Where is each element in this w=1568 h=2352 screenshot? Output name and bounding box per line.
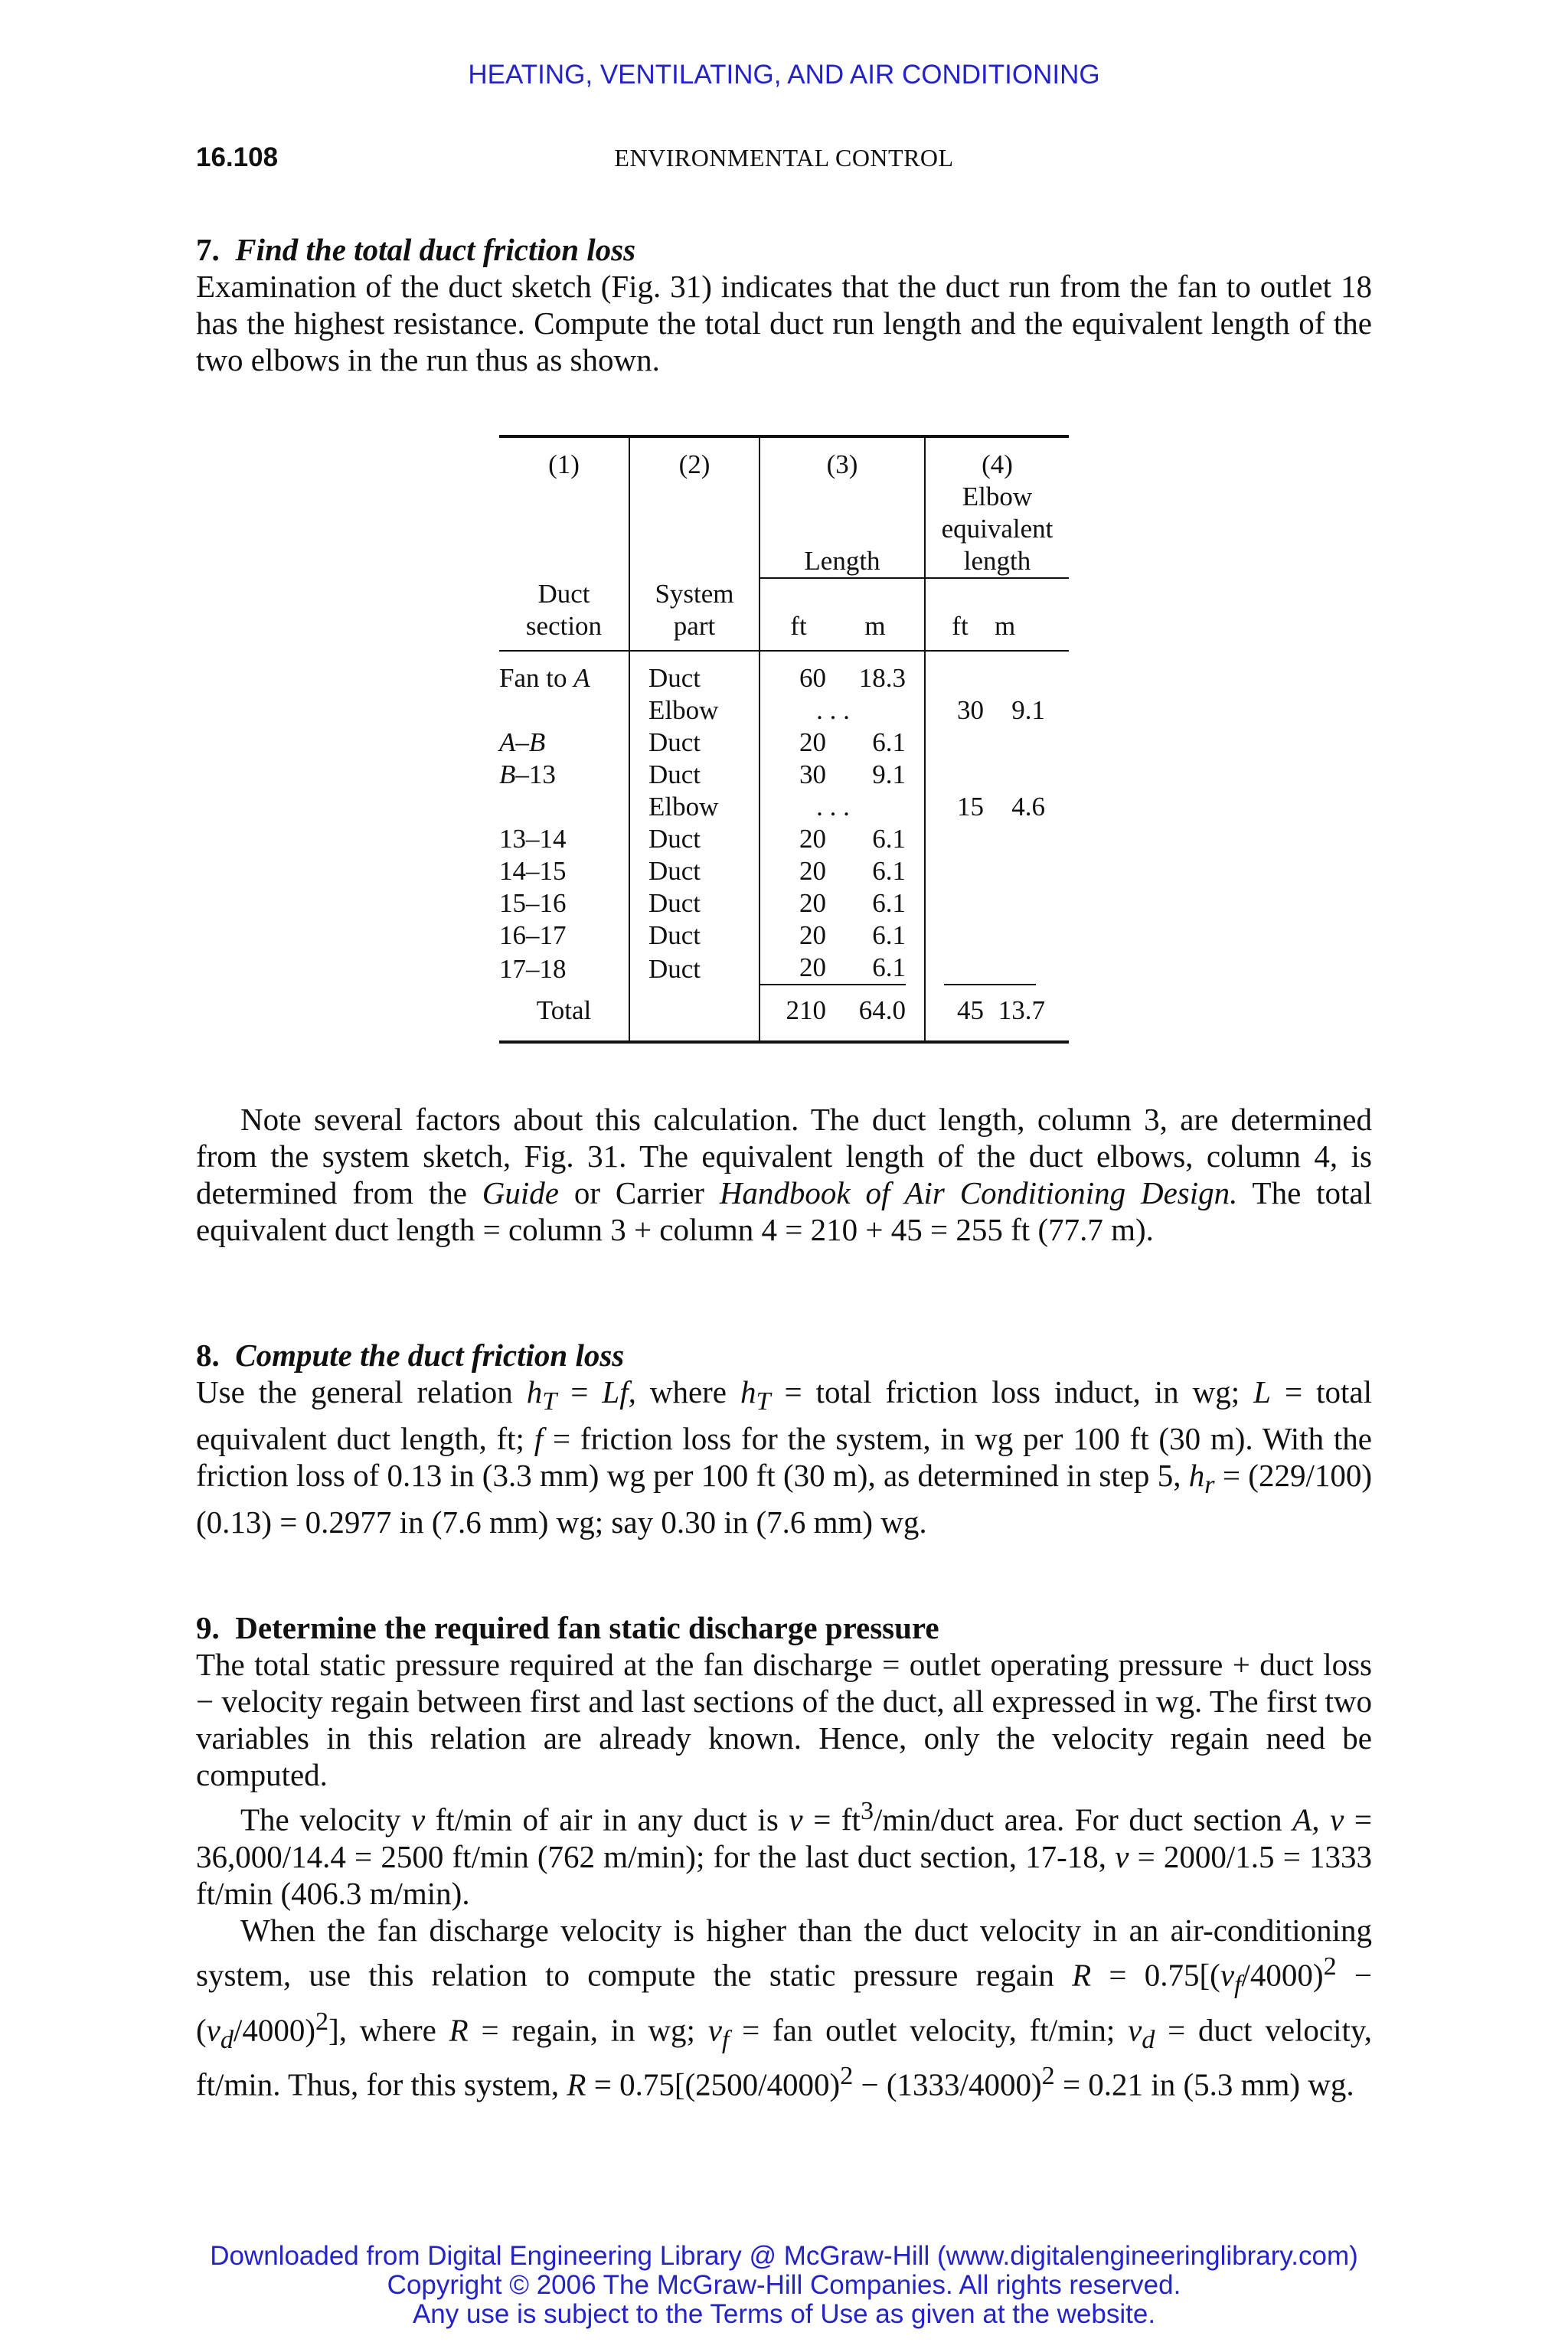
table-total-row	[499, 988, 1069, 1042]
symbol-subscript: T	[756, 1387, 771, 1416]
unit-m: m	[995, 611, 1016, 641]
note-text: Note several factors about this calculation. The duct length, column 3, are determined from the system sketch, Fig. 31. The equivalent length of the duct elbows, column 4, is determined from the	[196, 1102, 1372, 1210]
cell-section: 14–15	[499, 855, 629, 887]
unit-ft: ft	[790, 611, 807, 641]
step-7-number: 7.	[196, 232, 220, 267]
total-eq-m: 13.7	[998, 995, 1045, 1025]
length-m: 6.1	[872, 888, 906, 918]
symbol-h: h	[740, 1374, 756, 1410]
step-9-text: When the fan discharge velocity is higher than the duct velocity in an air-conditioning system, use this relation to compute the static pressure regain	[196, 1912, 1372, 1993]
symbol-v: v	[410, 1802, 426, 1838]
step-7-heading	[196, 231, 1372, 268]
table-body	[499, 651, 1069, 988]
col3-header: Length	[760, 481, 925, 578]
step-8-title: Compute the duct friction loss	[235, 1338, 625, 1373]
step-7-body: Examination of the duct sketch (Fig. 31) indicates that the duct run from the fan to outlet 18 has the highest resistance. Compute the total duct run length and the equivalent length of the two elbows in the run thus as shown.	[196, 269, 1372, 377]
cell-eq-length	[925, 920, 1069, 952]
col4-units	[925, 578, 1069, 651]
cell-part: Duct	[629, 952, 760, 988]
table-row	[499, 887, 1069, 920]
cell-length	[760, 694, 925, 727]
symbol-subscript: r	[1204, 1471, 1215, 1500]
cell-part: Duct	[629, 759, 760, 791]
handbook-title: Handbook of Air Conditioning Design.	[719, 1175, 1238, 1210]
cell-length	[760, 727, 925, 759]
cell-section: 17–18	[499, 952, 629, 988]
step-9-text: = fan outlet velocity, ft/min;	[729, 2012, 1129, 2048]
length-ft: 20	[799, 856, 826, 886]
step-9-text: ], where	[328, 2012, 449, 2048]
length-ft: 20	[799, 888, 826, 918]
length-m: 6.1	[872, 920, 906, 950]
subtotal-rule	[944, 984, 1036, 985]
step-9-text: = 0.75[(2500/4000)	[586, 2067, 841, 2102]
cell-length	[760, 952, 925, 988]
symbol-a: A,	[1292, 1802, 1320, 1838]
step-9-paragraph-3	[196, 1912, 1372, 2103]
length-ft: 20	[799, 920, 826, 950]
col2-number: (2)	[629, 436, 760, 481]
guide-title: Guide	[482, 1175, 559, 1210]
step-9-text: /4000)	[233, 2012, 315, 2048]
symbol-v: v	[1128, 2012, 1142, 2048]
cell-part: Duct	[629, 823, 760, 855]
cell-section: 13–14	[499, 823, 629, 855]
table-row	[499, 694, 1069, 727]
col3-units	[760, 578, 925, 651]
eq-length-ft: 15	[957, 792, 984, 822]
col1-header	[499, 578, 629, 651]
note-section	[196, 1101, 1372, 1248]
step-9-paragraph-2	[196, 1793, 1372, 1912]
total-len-m: 64.0	[858, 995, 906, 1025]
length-ft: 30	[799, 760, 826, 789]
length-m: 18.3	[858, 663, 906, 693]
length-ft: . . .	[816, 695, 850, 725]
col4-header	[925, 481, 1069, 578]
cell-length	[760, 887, 925, 920]
note-paragraph	[196, 1101, 1372, 1248]
cell-eq-length	[925, 727, 1069, 759]
symbol-v: v	[1115, 1838, 1129, 1874]
running-title: ENVIRONMENTAL CONTROL	[614, 144, 954, 172]
cell-eq-length	[925, 823, 1069, 855]
note-text: The total equivalent duct length = column 3 + column 4 = 210 + 45 = 255 ft (77.7 m).	[196, 1175, 1372, 1247]
cell-eq-length	[925, 791, 1069, 823]
col2-header-line: System	[655, 579, 734, 609]
cell-section: 16–17	[499, 920, 629, 952]
length-ft: 20	[799, 727, 826, 757]
col4-header-line: equivalent	[941, 514, 1054, 544]
running-head	[196, 142, 1372, 176]
table-header-row-numbers	[499, 436, 1069, 481]
step-9-paragraph-1: The total static pressure required at the fan discharge = outlet operating pressure + duct loss − velocity regain between first and last sections of the duct, all expressed in wg. The first two variables in this relation are already known. Hence, only the velocity regain need be computed.	[196, 1647, 1372, 1792]
symbol-v: v	[1220, 1957, 1235, 1993]
cell-length	[760, 823, 925, 855]
symbol-f: f	[534, 1421, 544, 1457]
table-header-row-titles	[499, 481, 1069, 578]
step-8-text: = friction loss for the system, in wg per 100 ft (30 m). With the friction loss of 0.13 in (3.3 mm) wg per 100 ft (30 m), as determined in step 5,	[196, 1421, 1372, 1494]
col4-header-line: Elbow	[962, 482, 1033, 511]
step-9-text: The velocity	[240, 1802, 411, 1838]
top-banner: HEATING, VENTILATING, AND AIR CONDITIONING	[468, 60, 1100, 90]
col4-number: (4)	[925, 436, 1069, 481]
footer-terms-line: Any use is subject to the Terms of Use as given at the website.	[412, 2299, 1156, 2329]
cell-length	[760, 759, 925, 791]
eq-length-ft: 30	[957, 695, 984, 725]
step-9-title: Determine the required fan static discharge pressure	[235, 1610, 939, 1645]
table-row	[499, 952, 1069, 988]
step-9-text: − (	[196, 1957, 1372, 2048]
length-m: 6.1	[826, 952, 906, 985]
symbol-subscript: T	[542, 1387, 557, 1416]
step-9-text: ft/min of air in any duct is	[425, 1802, 789, 1838]
col2-header-line: part	[673, 611, 716, 641]
superscript: 2	[840, 2062, 854, 2091]
length-ft: 20	[760, 952, 826, 985]
table-row	[499, 727, 1069, 759]
cell-part: Duct	[629, 920, 760, 952]
footer-download-line[interactable]: Downloaded from Digital Engineering Library @ McGraw-Hill (www.digitalengineeringlibrary.com)	[210, 2241, 1358, 2271]
cell-eq-length	[925, 887, 1069, 920]
note-text: or Carrier	[558, 1175, 720, 1210]
symbol-r: R	[449, 2012, 469, 2048]
step-9-text: /min/duct area. For duct section	[874, 1802, 1293, 1838]
step-8-text: Use the general relation	[196, 1374, 527, 1410]
symbol-r: R	[567, 2067, 586, 2102]
col1-header-line: section	[525, 611, 603, 641]
page-number: 16.108	[196, 142, 279, 172]
step-8-text: = total friction loss induct, in wg;	[770, 1374, 1254, 1410]
table-row	[499, 823, 1069, 855]
cell-length	[760, 791, 925, 823]
footer-copyright-line: Copyright © 2006 The McGraw-Hill Companies. All rights reserved.	[387, 2270, 1181, 2300]
col4-header-line: length	[963, 546, 1031, 576]
step-8-text: =	[557, 1374, 603, 1410]
symbol-v: v	[206, 2012, 220, 2048]
symbol-l: L	[1253, 1374, 1271, 1410]
step-8-body	[196, 1374, 1372, 1540]
table-row	[499, 651, 1069, 694]
length-ft: 20	[799, 824, 826, 854]
unit-m: m	[864, 611, 886, 641]
cell-length	[760, 651, 925, 694]
cell-section	[499, 791, 629, 823]
symbol-h: h	[526, 1374, 543, 1410]
table-row	[499, 920, 1069, 952]
cell-section: B–13	[499, 759, 629, 791]
superscript: 3	[860, 1797, 874, 1825]
step-9-text: = ft	[802, 1802, 861, 1838]
table-row	[499, 759, 1069, 791]
length-m: 6.1	[872, 824, 906, 854]
symbol-r: R	[1072, 1957, 1092, 1993]
total-length	[760, 988, 925, 1042]
symbol-v: v	[1330, 1802, 1344, 1838]
step-9-text: = 36,000/14.4 = 2500 ft/min (762 m/min); for the last duct section, 17-18,	[196, 1802, 1373, 1874]
length-m: 9.1	[872, 760, 906, 789]
duct-length-table	[499, 435, 1069, 1044]
cell-section: Fan to A	[499, 651, 629, 694]
table-header-row-units	[499, 578, 1069, 651]
cell-length	[760, 855, 925, 887]
cell-part: Duct	[629, 727, 760, 759]
step-8-text: where	[635, 1374, 741, 1410]
step-8-text: = total equivalent duct length, ft;	[196, 1374, 1372, 1457]
cell-eq-length	[925, 651, 1069, 694]
length-m: 6.1	[872, 727, 906, 757]
step-8-section	[196, 1337, 1372, 1540]
subscript: d	[1142, 2025, 1155, 2054]
cell-part: Duct	[629, 887, 760, 920]
table-row	[499, 791, 1069, 823]
subscript: d	[220, 2025, 234, 2054]
symbol-lf: Lf,	[602, 1374, 636, 1410]
step-8-number: 8.	[196, 1338, 220, 1373]
step-8-heading	[196, 1337, 1372, 1374]
symbol-v: v	[707, 2012, 722, 2048]
col1-number: (1)	[499, 436, 629, 481]
step-9-text: = 2000/1.5 = 1333 ft/min (406.3 m/min).	[196, 1838, 1372, 1911]
step-9-text: = 0.75[(	[1091, 1957, 1220, 1993]
cell-eq-length	[925, 855, 1069, 887]
cell-length	[760, 920, 925, 952]
table-row	[499, 855, 1069, 887]
footer	[0, 2242, 1568, 2329]
step-7-section	[196, 231, 1372, 378]
cell-section: 15–16	[499, 887, 629, 920]
total-eq-length	[925, 988, 1069, 1042]
step-7-title: Find the total duct friction loss	[235, 232, 636, 267]
superscript: 2	[315, 2007, 329, 2036]
cell-part: Duct	[629, 855, 760, 887]
cell-part: Elbow	[629, 791, 760, 823]
subscript: f	[721, 2025, 730, 2054]
length-ft: . . .	[816, 792, 850, 822]
cell-section: A–B	[499, 727, 629, 759]
superscript: 2	[1041, 2062, 1055, 2091]
cell-eq-length	[925, 694, 1069, 727]
superscript: 2	[1323, 1952, 1337, 1981]
eq-length-m: 9.1	[1011, 695, 1045, 725]
step-9-text: /4000)	[1241, 1957, 1324, 1993]
step-8-text: = (229/100)(0.13) = 0.2977 in (7.6 mm) wg; say 0.30 in (7.6 mm) wg.	[196, 1458, 1373, 1540]
cell-part: Elbow	[629, 694, 760, 727]
eq-length-m: 4.6	[1011, 792, 1045, 822]
symbol-h: h	[1188, 1458, 1205, 1494]
length-m: 6.1	[872, 856, 906, 886]
cell-part: Duct	[629, 651, 760, 694]
step-9-section	[196, 1609, 1372, 2103]
step-9-text: − (1333/4000)	[853, 2067, 1042, 2102]
unit-ft: ft	[952, 611, 969, 641]
total-eq-ft: 45	[957, 995, 984, 1025]
subscript: f	[1234, 1970, 1242, 1999]
step-9-text: = duct velocity, ft/min. Thus, for this system,	[196, 2012, 1372, 2102]
cell-section	[499, 694, 629, 727]
length-ft: 60	[799, 663, 826, 693]
step-9-heading	[196, 1609, 1372, 1646]
cell-eq-length	[925, 952, 1069, 988]
step-9-text: = 0.21 in (5.3 mm) wg.	[1054, 2067, 1354, 2102]
total-label: Total	[499, 988, 629, 1042]
total-len-ft: 210	[786, 995, 826, 1025]
symbol-v: v	[789, 1802, 803, 1838]
col2-header	[629, 578, 760, 651]
col1-header-line: Duct	[537, 579, 590, 609]
step-9-text: = regain, in wg;	[468, 2012, 708, 2048]
cell-eq-length	[925, 759, 1069, 791]
col3-number: (3)	[760, 436, 925, 481]
step-9-number: 9.	[196, 1610, 220, 1645]
